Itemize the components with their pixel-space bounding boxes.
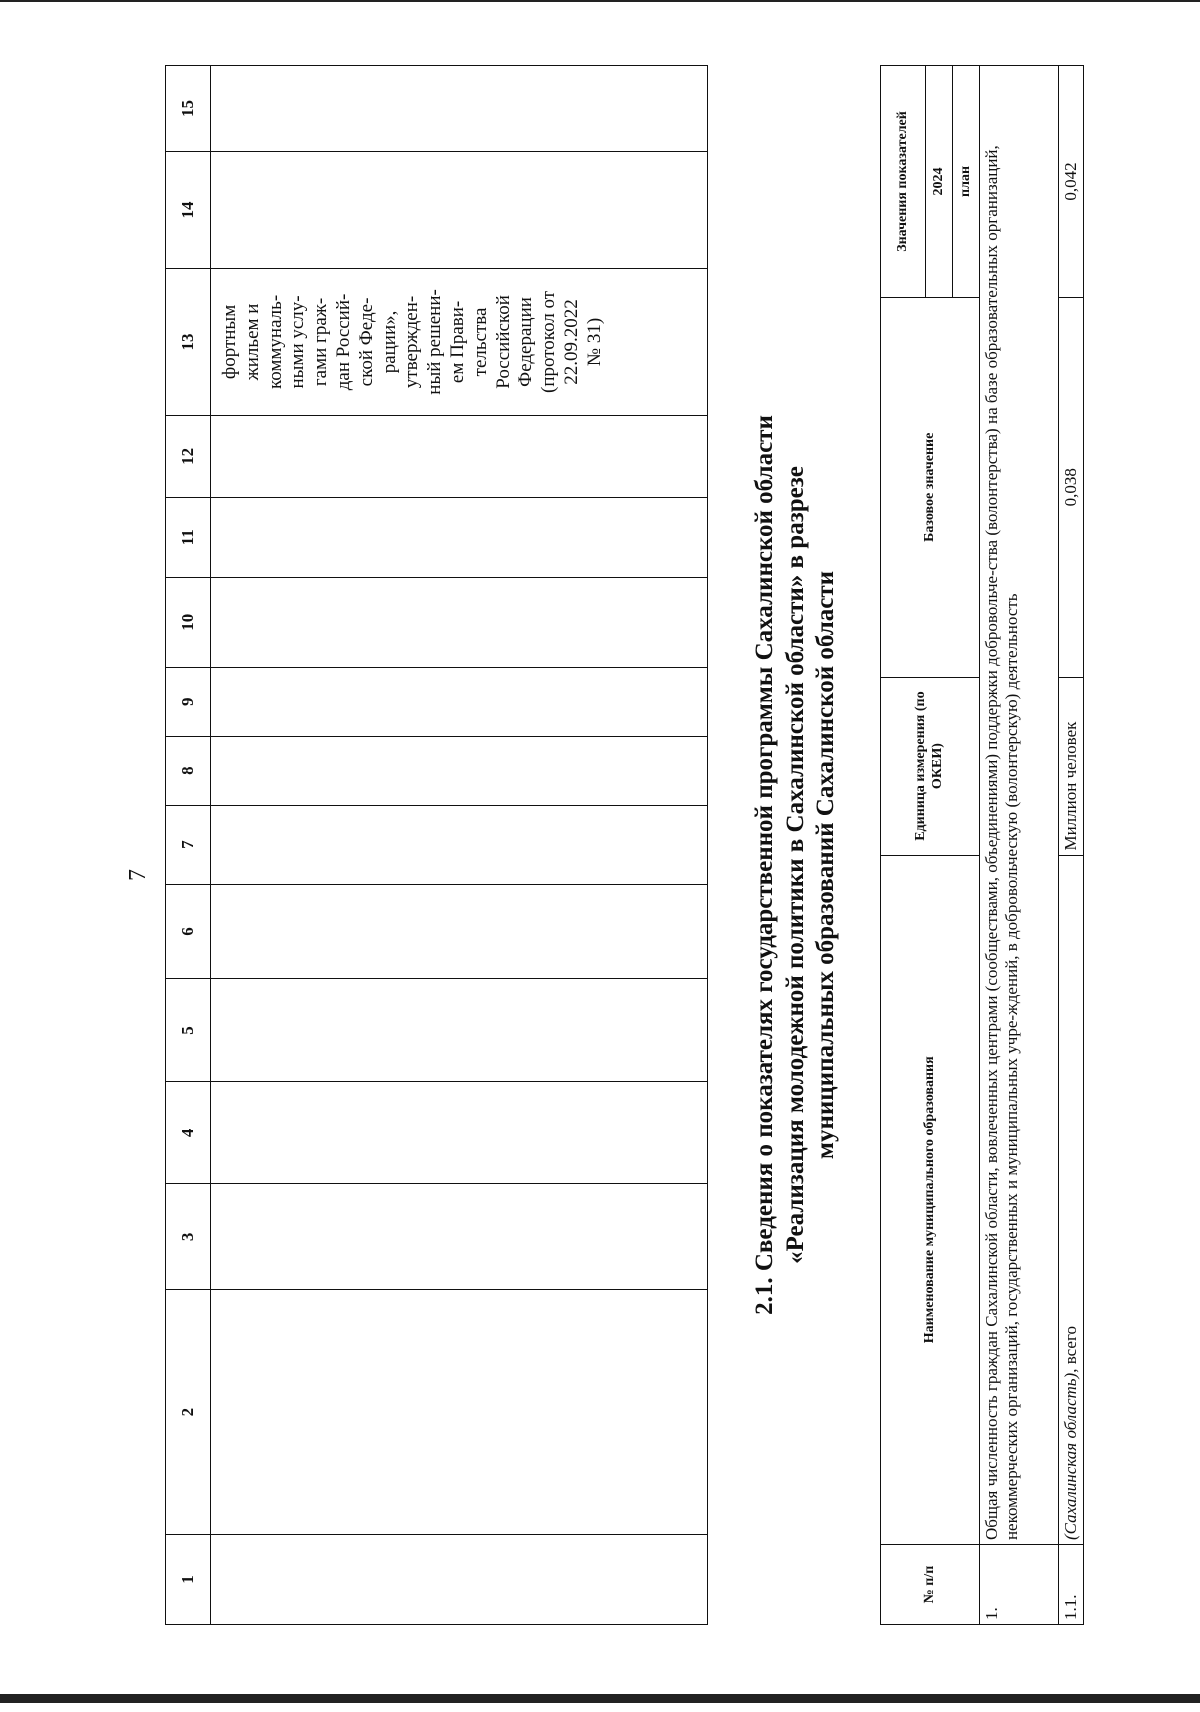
- row-number: 1.1.: [1059, 1545, 1084, 1625]
- table-cell: [211, 497, 708, 577]
- table-cell: [211, 1082, 708, 1184]
- table-cell: [211, 1535, 708, 1625]
- header-indicator-values: Значения показателей: [881, 66, 926, 298]
- base-value: 0,038: [1059, 297, 1084, 677]
- text-line: Российской: [492, 295, 514, 389]
- table-cell: [211, 577, 708, 667]
- header-plan: план: [953, 66, 980, 298]
- text-line: 22.09.2022: [560, 299, 582, 385]
- col-header: 5: [166, 979, 211, 1082]
- top-scan-edge: [0, 0, 1200, 2]
- text-line: утвержден-: [401, 295, 423, 389]
- table1-body-row: [211, 66, 708, 1625]
- title-line: «Реализация молодежной политики в Сахалинской области» в разрезе: [781, 466, 809, 1264]
- text-line: (протокол от: [538, 290, 560, 393]
- header-number: № п/п: [881, 1545, 980, 1625]
- table-row: [1059, 66, 1084, 1625]
- text-line: коммуналь-: [264, 294, 286, 390]
- text-line: рации»,: [378, 310, 400, 374]
- table-row: [980, 66, 1059, 1625]
- rotated-page: [70, 25, 1130, 1625]
- text-line: жильем и: [241, 303, 263, 381]
- col-header: 12: [166, 415, 211, 497]
- table-cell: [211, 979, 708, 1082]
- title-line: 2.1. Сведения о показателях государственной программы Сахалинской области: [751, 415, 778, 1315]
- indicator-description: Общая численность граждан Сахалинской области, вовлеченных центрами (сообществами, объединениями) поддержки добровольче-ства (волонтерства) на базе образовательных организаций, некоммерческих организаций, государственных и муниципальных учре-ждений, в добровольческую (волонтерскую) деятельность: [980, 66, 1059, 1545]
- col-header: 8: [166, 736, 211, 805]
- text-line: Федерации: [515, 297, 537, 387]
- col-header: 11: [166, 497, 211, 577]
- table-cell: [211, 1184, 708, 1290]
- col-header: 4: [166, 1082, 211, 1184]
- title-line: муниципальных образований Сахалинской области: [812, 570, 839, 1160]
- col-header: 9: [166, 667, 211, 736]
- text-line: ными услу-: [287, 295, 309, 389]
- col-header: 3: [166, 1184, 211, 1290]
- text-line: тельства: [469, 307, 491, 377]
- municipality-name-italic: (Сахалинская область): [1061, 1372, 1080, 1541]
- col-header: 1: [166, 1535, 211, 1625]
- table-cell: [211, 415, 708, 497]
- table-cell: [211, 736, 708, 805]
- col-header: 13: [166, 268, 211, 415]
- text-line: ный решени-: [424, 289, 446, 395]
- plan-value-2024: 0,042: [1059, 66, 1084, 298]
- municipality-name-rest: , всего: [1061, 1326, 1080, 1373]
- table-cell: [211, 1290, 708, 1535]
- text-line: ем Прави-: [446, 300, 468, 384]
- col-header: 7: [166, 805, 211, 884]
- header-year: 2024: [926, 66, 953, 298]
- text-line: дан Россий-: [332, 293, 354, 391]
- municipal-indicator-table: [880, 65, 1084, 1625]
- table-cell: [211, 152, 708, 269]
- table-cell: [211, 805, 708, 884]
- bottom-scan-edge: [0, 1694, 1200, 1703]
- table-cell: [211, 884, 708, 979]
- col-header: 15: [166, 66, 211, 152]
- col-header: 14: [166, 152, 211, 269]
- text-line: ской Феде-: [355, 297, 377, 387]
- col-header: 6: [166, 884, 211, 979]
- header-base-value: Базовое значение: [881, 297, 980, 677]
- header-municipality-name: Наименование муниципального образования: [881, 855, 980, 1545]
- section-title: [750, 225, 842, 1505]
- row-number: 1.: [980, 1545, 1059, 1625]
- text-line: фортным: [219, 304, 240, 380]
- text-line: № 31): [583, 317, 605, 367]
- col-header: 10: [166, 577, 211, 667]
- table-cell: [211, 667, 708, 736]
- text-line: гами граж-: [310, 297, 332, 387]
- col13-text-cell: [211, 268, 708, 415]
- table1-header-row: [166, 66, 211, 1625]
- table2-header-row: [881, 66, 926, 1625]
- header-unit: Единица измерения (по ОКЕИ): [881, 677, 980, 855]
- col-header: 2: [166, 1290, 211, 1535]
- page-number: 7: [125, 869, 151, 881]
- municipality-name: [1059, 855, 1084, 1545]
- indicator-table-continued: [165, 65, 708, 1625]
- unit-value: Миллион человек: [1059, 677, 1084, 855]
- table-cell: [211, 66, 708, 152]
